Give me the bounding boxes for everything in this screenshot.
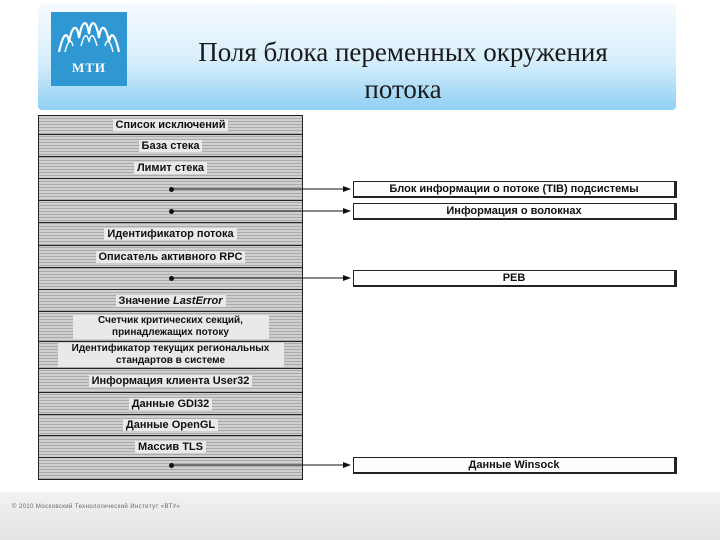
field-label: Идентификатор потока bbox=[104, 228, 236, 240]
footer-bar bbox=[0, 492, 720, 540]
pointer-dot bbox=[169, 187, 174, 192]
fiber-info-box: Информация о волокнах bbox=[353, 203, 677, 220]
field-label: Идентификатор текущих региональных стандартов в системе bbox=[58, 343, 284, 367]
pointer-dot bbox=[169, 463, 174, 468]
field-label: Значение LastError bbox=[116, 295, 226, 307]
tib-box: Блок информации о потоке (TIB) подсистемы bbox=[353, 181, 677, 198]
field-label: Массив TLS bbox=[135, 441, 206, 453]
field-label: Данные GDI32 bbox=[129, 398, 213, 410]
pointer-dot bbox=[169, 276, 174, 281]
logo-text: МТИ bbox=[71, 60, 107, 75]
field-label: Описатель активного RPC bbox=[96, 251, 246, 263]
pointer-dot bbox=[169, 209, 174, 214]
field-label: Информация клиента User32 bbox=[89, 375, 253, 387]
field-label: Лимит стека bbox=[134, 162, 207, 174]
field-label: Данные OpenGL bbox=[123, 419, 218, 431]
copyright-text: © 2010 Московский Технологический Институт «ВТУ» bbox=[12, 504, 181, 510]
field-label: База стека bbox=[139, 140, 203, 152]
field-label: Список исключений bbox=[113, 119, 229, 131]
peb-box: PEB bbox=[353, 270, 677, 287]
field-label: Счетчик критических секций, принадлежащих потоку bbox=[73, 315, 269, 339]
winsock-data-box: Данные Winsock bbox=[353, 457, 677, 474]
title-line-2: потока bbox=[364, 74, 442, 104]
title-line-1: Поля блока переменных окружения bbox=[198, 37, 608, 67]
